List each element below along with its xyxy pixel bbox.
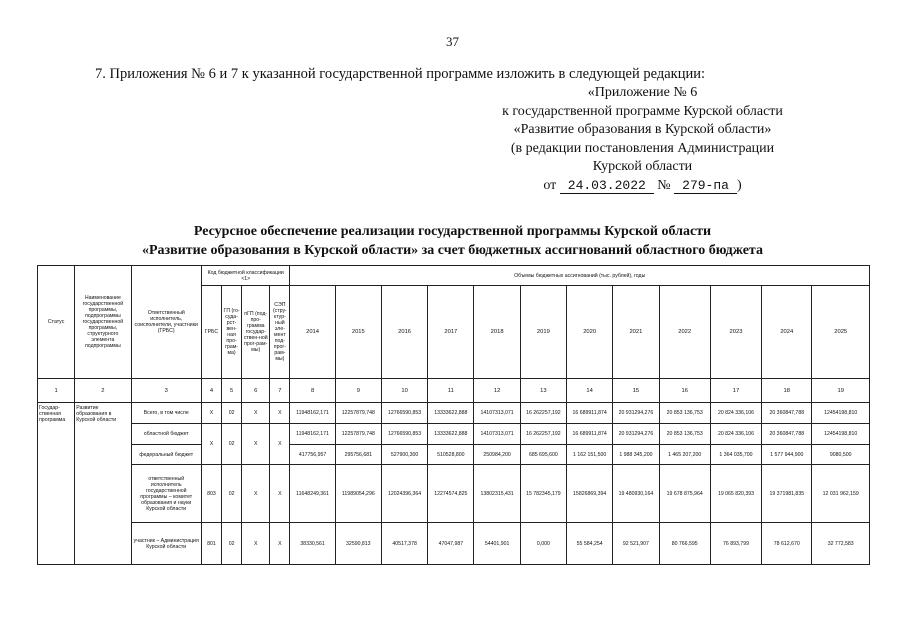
- resource-table: [37, 265, 870, 565]
- col-number: 13: [520, 379, 566, 403]
- header-year: 2016: [381, 286, 427, 379]
- closing-paren: ): [736, 177, 742, 193]
- table-row: [38, 403, 870, 424]
- column-number-row: [38, 379, 870, 403]
- value-cell: 12766590,853: [381, 424, 427, 445]
- row-gp: 02: [222, 403, 242, 424]
- row-gp: 02: [222, 424, 242, 465]
- row-executor: областной бюджет: [131, 424, 201, 445]
- value-cell: 16 262257,192: [520, 403, 566, 424]
- value-cell: 16 689911,874: [567, 424, 613, 445]
- value-cell: 19 480930,164: [613, 465, 659, 523]
- header-year: 2023: [710, 286, 761, 379]
- value-cell: 0,000: [520, 523, 566, 565]
- value-cell: 1 577 944,900: [762, 445, 812, 465]
- value-cell: 1 162 151,500: [567, 445, 613, 465]
- appendix-line-1: «Приложение № 6: [587, 85, 698, 100]
- value-cell: 20 931294,276: [613, 424, 659, 445]
- col-number: 1: [38, 379, 75, 403]
- header-year: 2018: [474, 286, 520, 379]
- value-cell: 14107313,071: [474, 424, 520, 445]
- header-year: 2022: [659, 286, 710, 379]
- appendix-line-3: «Развитие образования в Курской области»: [513, 122, 772, 137]
- value-cell: 20 853 136,753: [659, 424, 710, 445]
- header-year: 2025: [812, 286, 870, 379]
- value-cell: 20 853 136,753: [659, 403, 710, 424]
- row-executor: участник – Администрация Курской области: [131, 523, 201, 565]
- appendix-line-4: (в редакции постановления Администрации: [510, 140, 775, 156]
- value-cell: 12274574,825: [428, 465, 474, 523]
- value-cell: 1 465 207,200: [659, 445, 710, 465]
- value-cell: 32 772,583: [812, 523, 870, 565]
- row-executor: Всего, в том числе: [131, 403, 201, 424]
- value-cell: 54401,901: [474, 523, 520, 565]
- col-number: 18: [762, 379, 812, 403]
- row-sep: Х: [270, 523, 290, 565]
- col-number: 17: [710, 379, 761, 403]
- value-cell: 9080,500: [812, 445, 870, 465]
- row-grbs: Х: [201, 424, 221, 465]
- value-cell: 20 360847,788: [762, 424, 812, 445]
- value-cell: 12024396,364: [381, 465, 427, 523]
- value-cell: 19 371981,835: [762, 465, 812, 523]
- appendix-line-5: Курской области: [592, 159, 693, 174]
- row-pgp: Х: [242, 403, 270, 424]
- from-label: от: [543, 177, 557, 193]
- header-year: 2019: [520, 286, 566, 379]
- value-cell: 12257879,748: [335, 424, 381, 445]
- value-cell: 20 824 336,106: [710, 424, 761, 445]
- value-cell: 11948162,171: [290, 424, 335, 445]
- table-row: [38, 465, 870, 523]
- resolution-date: 24.03.2022: [560, 178, 654, 194]
- appendix-date-line: [470, 177, 815, 196]
- value-cell: 76 893,799: [710, 523, 761, 565]
- col-number: 6: [242, 379, 270, 403]
- value-cell: 15 782345,179: [520, 465, 566, 523]
- value-cell: 14107313,071: [474, 403, 520, 424]
- header-year: 2017: [428, 286, 474, 379]
- page-number: 37: [446, 34, 459, 49]
- col-number: 12: [474, 379, 520, 403]
- value-cell: 11648249,361: [290, 465, 335, 523]
- value-cell: 13333622,888: [428, 403, 474, 424]
- header-budget-code: Код бюджетной классификации <1>: [201, 266, 290, 286]
- row-pgp: Х: [242, 465, 270, 523]
- value-cell: 20 931294,276: [613, 403, 659, 424]
- header-sep: СЭП (стру-ктур-ный эле-мент под-прог-рам-мы): [270, 286, 290, 379]
- value-cell: 295756,681: [335, 445, 381, 465]
- col-number: 3: [131, 379, 201, 403]
- value-cell: 250984,200: [474, 445, 520, 465]
- row-executor: федеральный бюджет: [131, 445, 201, 465]
- appendix-block: [470, 84, 815, 195]
- col-number: 4: [201, 379, 221, 403]
- row-gp: 02: [222, 465, 242, 523]
- row-executor: ответственный исполнитель государственной программы – комитет образования и науки Курской области: [131, 465, 201, 523]
- value-cell: 47047,987: [428, 523, 474, 565]
- header-year: 2015: [335, 286, 381, 379]
- table-row: [38, 424, 870, 445]
- col-number: 16: [659, 379, 710, 403]
- number-label: №: [657, 177, 671, 193]
- program-status: Государ-ственная программа: [38, 403, 75, 565]
- header-volumes: Объемы бюджетных ассигнований (тыс. рублей), годы: [290, 266, 870, 286]
- value-cell: 12 031 962,159: [812, 465, 870, 523]
- header-year: 2024: [762, 286, 812, 379]
- row-grbs: 801: [201, 523, 221, 565]
- row-grbs: 803: [201, 465, 221, 523]
- program-name: Развитие образования в Курской области: [75, 403, 131, 565]
- row-pgp: Х: [242, 523, 270, 565]
- col-number: 8: [290, 379, 335, 403]
- table-row: [38, 445, 870, 465]
- col-number: 11: [428, 379, 474, 403]
- value-cell: 55 584,254: [567, 523, 613, 565]
- value-cell: 12454198,810: [812, 403, 870, 424]
- header-executor: Ответственный исполнитель, соисполнители, участники (ГРБС): [131, 266, 201, 379]
- row-sep: Х: [270, 465, 290, 523]
- value-cell: 527900,300: [381, 445, 427, 465]
- col-number: 9: [335, 379, 381, 403]
- value-cell: 80 766,595: [659, 523, 710, 565]
- value-cell: 11989054,296: [335, 465, 381, 523]
- value-cell: 15826869,394: [567, 465, 613, 523]
- row-sep: Х: [270, 424, 290, 465]
- header-year: 2014: [290, 286, 335, 379]
- value-cell: 417756,957: [290, 445, 335, 465]
- title-line-2: «Развитие образования в Курской области» за счет бюджетных ассигнований областного бюджета: [142, 243, 763, 258]
- value-cell: 19 678 875,964: [659, 465, 710, 523]
- col-number: 14: [567, 379, 613, 403]
- value-cell: 16 689911,874: [567, 403, 613, 424]
- row-grbs: Х: [201, 403, 221, 424]
- value-cell: 13333622,888: [428, 424, 474, 445]
- value-cell: 685 695,600: [520, 445, 566, 465]
- col-number: 10: [381, 379, 427, 403]
- header-year: 2021: [613, 286, 659, 379]
- header-status: Статус: [38, 266, 75, 379]
- value-cell: 32590,813: [335, 523, 381, 565]
- intro-line: 7. Приложения № 6 и 7 к указанной государственной программе изложить в следующей редакции:: [95, 66, 706, 82]
- value-cell: 19 065 820,393: [710, 465, 761, 523]
- document-title: [40, 222, 865, 260]
- col-number: 15: [613, 379, 659, 403]
- col-number: 2: [75, 379, 131, 403]
- value-cell: 16 262257,192: [520, 424, 566, 445]
- value-cell: 12766590,853: [381, 403, 427, 424]
- col-number: 19: [812, 379, 870, 403]
- value-cell: 12454198,810: [812, 424, 870, 445]
- value-cell: 1 364 035,700: [710, 445, 761, 465]
- header-pgp: пГП (под-про-грамма государ-ствен-ной прог-рам-мы): [242, 286, 270, 379]
- header-name: Наименование государственной программы, подпрограммы государственной программы, структурного элемента подпрограммы: [75, 266, 131, 379]
- resolution-number: 279-па: [674, 178, 737, 194]
- value-cell: 20 360847,788: [762, 403, 812, 424]
- row-gp: 02: [222, 523, 242, 565]
- value-cell: 13802315,431: [474, 465, 520, 523]
- header-gp: ГП (го-суда-рст-вен-ная про-грам-ма): [222, 286, 242, 379]
- row-sep: Х: [270, 403, 290, 424]
- col-number: 5: [222, 379, 242, 403]
- value-cell: 12257879,748: [335, 403, 381, 424]
- row-pgp: Х: [242, 424, 270, 465]
- title-line-1: Ресурсное обеспечение реализации государственной программы Курской области: [193, 224, 712, 239]
- header-grbs: ГРБС: [201, 286, 221, 379]
- value-cell: 11948162,171: [290, 403, 335, 424]
- appendix-line-2: к государственной программе Курской области: [502, 103, 783, 119]
- col-number: 7: [270, 379, 290, 403]
- header-year: 2020: [567, 286, 613, 379]
- value-cell: 510528,800: [428, 445, 474, 465]
- value-cell: 92 521,907: [613, 523, 659, 565]
- value-cell: 40517,378: [381, 523, 427, 565]
- value-cell: 20 824 336,106: [710, 403, 761, 424]
- table-row: [38, 523, 870, 565]
- value-cell: 78 612,670: [762, 523, 812, 565]
- value-cell: 1 988 345,200: [613, 445, 659, 465]
- value-cell: 38330,561: [290, 523, 335, 565]
